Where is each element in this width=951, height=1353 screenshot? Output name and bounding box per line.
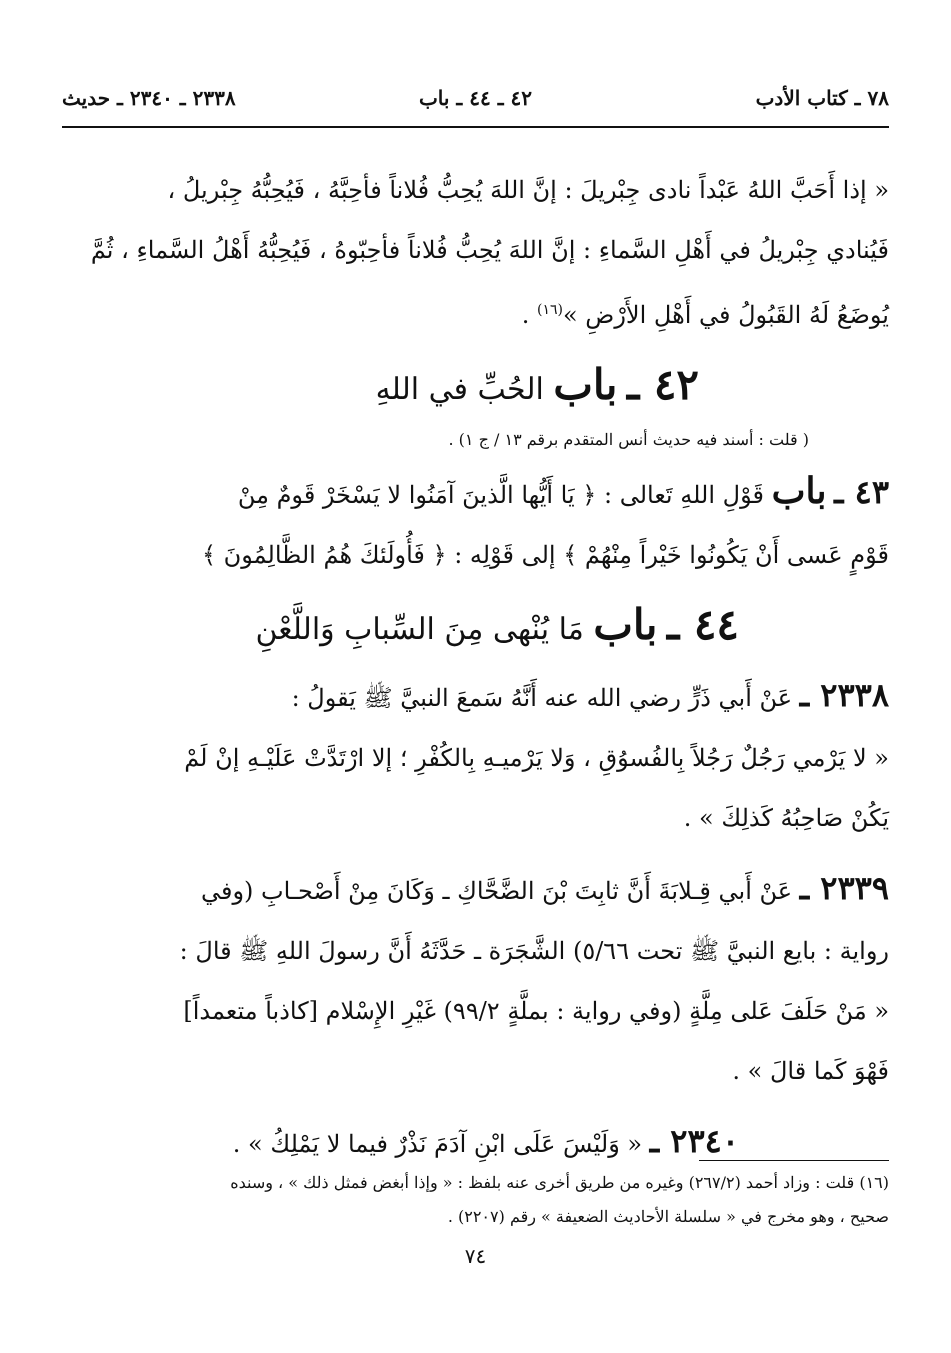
hadith-2338-text-1: « لا يَرْمي رَجُلٌ رَجُلاً بِالفُسوُقِ ، وَلا يَرْميـهِ بِالكُفْرِ ؛ إلا ارْتَدَّتْ عَلَيْـهِ إنْ لَمْ [184,744,889,772]
header-chapters: ٤٢ ـ ٤٤ ـ باب [418,86,533,110]
footnote-ref: (١٦) [537,302,563,318]
chapter-number: ٤٤ ـ [666,600,739,649]
hadith-intro: عَنْ أَبي ذَرٍّ رضي الله عنه أَنَّهُ سَمعَ النبيَّ ﷺ يَقولُ : [291,684,793,712]
hadith-continuation-line-2: فَيُنادي جِبْريلُ في أَهْلِ السَّماءِ : إنَّ اللهَ يُحِبُّ فُلاناً فأحِبّوهُ ، فَيُحِبُّهُ أَهْلُ السَّماءِ ، ثُمَّ [90,236,889,264]
spacer [62,848,889,858]
hadith-2338-intro [62,665,889,728]
hadith-2339-text-2: فَهْوَ كَما قالَ » . [732,1057,889,1085]
chapter-bab-word: باب [593,600,658,649]
chapter-bab-word: باب [771,470,827,512]
footnote-rule [699,1160,889,1161]
chapter-bab-word: باب [553,360,618,409]
continuation-text: يُوضَعُ لَهُ القَبُولُ في أَهْلِ الأَرْضِ » [562,301,889,329]
header-hadith-range: ٢٣٣٨ ـ ٢٣٤٠ ـ حديث [62,86,236,110]
chapter-43-line-1 [62,461,889,525]
chapter-42-heading [62,345,889,425]
hadith-2338-text-2: يَكُنْ صَاحِبُهُ كَذلِكَ » . [683,804,889,832]
page-body [62,160,889,1174]
chapter-42-note: ( قلت : أسند فيه حديث أنس المتقدم برقم ١٣ / ج ١) . [448,430,809,449]
chapter-title: الحُبِّ في اللهِ [375,372,544,407]
hadith-2339-text-1: « مَنْ حَلَفَ عَلى مِلَّةٍ (وفي رواية : بملَّةٍ ٩٩/٢) غَيْرِ الإِسْلام [كاذباً متعمداً] [183,997,889,1025]
footnote-line-2: صحيح ، وهو مخرج في « سلسلة الأحاديث الضعيفة » رقم (٢٢٠٧) . [447,1207,889,1226]
footnote [62,1166,889,1234]
footnote-line-1: (١٦) قلت : وزاد أحمد (٢٦٧/٢) وغيره من طريق أخرى عنه بلفظ : « وإذا أبغض فمثل ذلك » ، وسنده [230,1173,889,1192]
chapter-title: مَا يُنْهى مِنَ السِّبابِ وَاللَّعْنِ [255,612,584,647]
hadith-number: ٢٣٣٨ ـ [799,676,889,714]
header-rule [62,126,889,128]
hadith-continuation-line-1: « إذا أَحَبَّ اللهُ عَبْداً نادى جِبْريلَ : إنَّ اللهَ يُحِبُّ فُلاناً فأحِبَّهُ ، فَيُحِبُّهُ جِبْريلُ ، [167,176,889,204]
hadith-number: ٢٣٤٠ ـ [649,1122,739,1160]
chapter-44-heading [62,585,889,665]
chapter-43-line-2: قَوْمٍ عَسى أَنْ يَكُونُوا خَيْراً مِنْهُمْ ﴾ إلى قَوْلِه : ﴿ فَأُولَئكَ هُمُ الظَّالِمُونَ ﴾ [201,541,889,569]
page-number: ٧٤ [464,1244,487,1268]
hadith-isnad: عَنْ أَبي قِـلابَةَ أَنَّ ثابِتَ بْنَ الضَّحَّاكِ ـ وَكَانَ مِنْ أَصْحـابِ (وفي [200,877,793,905]
chapter-number: ٤٣ ـ [834,473,889,511]
hadith-2339-line-2: رواية : بايع النبيَّ ﷺ تحت ٥/٦٦) الشَّجَرَة ـ حَدَّثَهُ أَنَّ رسولَ اللهِ ﷺ قالَ : [179,937,889,965]
hadith-number: ٢٣٣٩ ـ [799,869,889,907]
continuation-end: . [521,301,537,329]
hadith-continuation-line-3 [62,280,889,345]
chapter-number: ٤٢ ـ [626,360,699,409]
hadith-text: « وَلَيْسَ عَلَى ابْنِ آدَمَ نَذْرٌ فيما لا يَمْلِكُ » . [232,1130,643,1158]
header-book-title: ٧٨ ـ كتاب الأدب [755,86,889,110]
hadith-2339-line-1 [62,858,889,921]
running-header [62,86,889,116]
spacer [62,1101,889,1111]
chapter-title: قَوْلِ اللهِ تَعالى : ﴿ يَا أَيُّها الَّذينَ آمَنُوا لا يَسْخَرْ قَومٌ مِنْ [237,481,764,509]
hadith-2340 [62,1111,889,1174]
